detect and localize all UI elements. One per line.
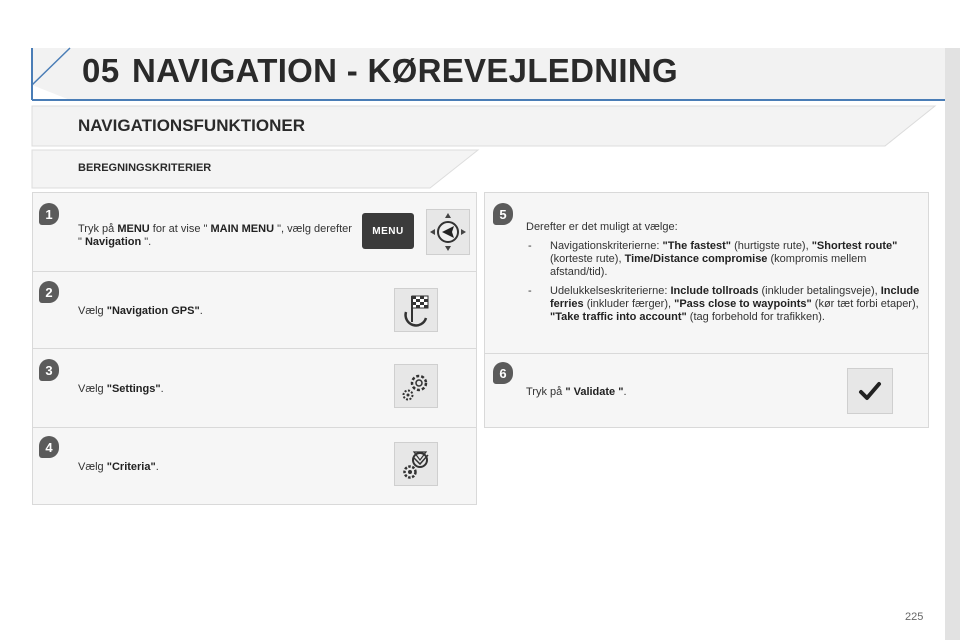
step-1-text: Tryk på MENU for at vise " MAIN MENU ", vælg derefter " Navigation ". — [78, 223, 352, 248]
criteria-item-navigation: - Navigationskriterierne: "The fastest" (hurtigste rute), "Shortest route" (korteste rute), Time/Distance compromise (kompromis mellem afstand/tid). — [526, 240, 921, 279]
checkmark-icon[interactable] — [847, 368, 893, 414]
section-title: NAVIGATIONSFUNKTIONER — [78, 116, 305, 135]
navigation-gps-icon[interactable] — [394, 288, 438, 332]
chapter-title: NAVIGATION - KØREVEJLEDNING — [132, 52, 678, 89]
joystick-icon[interactable] — [426, 209, 470, 255]
step-badge: 1 — [39, 203, 59, 225]
step-2-text: Vælg "Navigation GPS". — [78, 305, 203, 317]
step-badge: 5 — [493, 203, 513, 225]
step-6-text: Tryk på " Validate ". — [526, 386, 627, 398]
step-5-text: Derefter er det muligt at vælge: - Navigationskriterierne: "The fastest" (hurtigste rute), "Shortest route" (korteste rute), Time/Distance compromise (kompromis mellem afstand/tid). - Udelukkelseskriterierne: Include tollroads (inkluder betalingsveje), Include ferries (inkluder færger), "Pass close to waypoints" (kør tæt forbi etaper), "Take traffic into account" (tag forbehold for trafikken). — [526, 221, 921, 330]
section-subtitle: BEREGNINGSKRITERIER — [78, 162, 212, 174]
step-badge: 2 — [39, 281, 59, 303]
step-4-text: Vælg "Criteria". — [78, 461, 159, 473]
chapter-number: 05 — [82, 52, 120, 89]
criteria-icon[interactable] — [394, 442, 438, 486]
step-badge: 4 — [39, 436, 59, 458]
step-badge: 6 — [493, 362, 513, 384]
step-badge: 3 — [39, 359, 59, 381]
criteria-item-exclusion: - Udelukkelseskriterierne: Include tollroads (inkluder betalingsveje), Include ferries (inkluder færger), "Pass close to waypoints" (kør tæt forbi etaper), "Take traffic into account" (tag forbehold for trafikken). — [526, 285, 921, 324]
page-number: 225 — [905, 611, 924, 623]
step-3-text: Vælg "Settings". — [78, 383, 164, 395]
menu-button[interactable]: MENU — [362, 213, 414, 249]
settings-gears-icon[interactable] — [394, 364, 438, 408]
step-card-5 — [484, 192, 929, 354]
